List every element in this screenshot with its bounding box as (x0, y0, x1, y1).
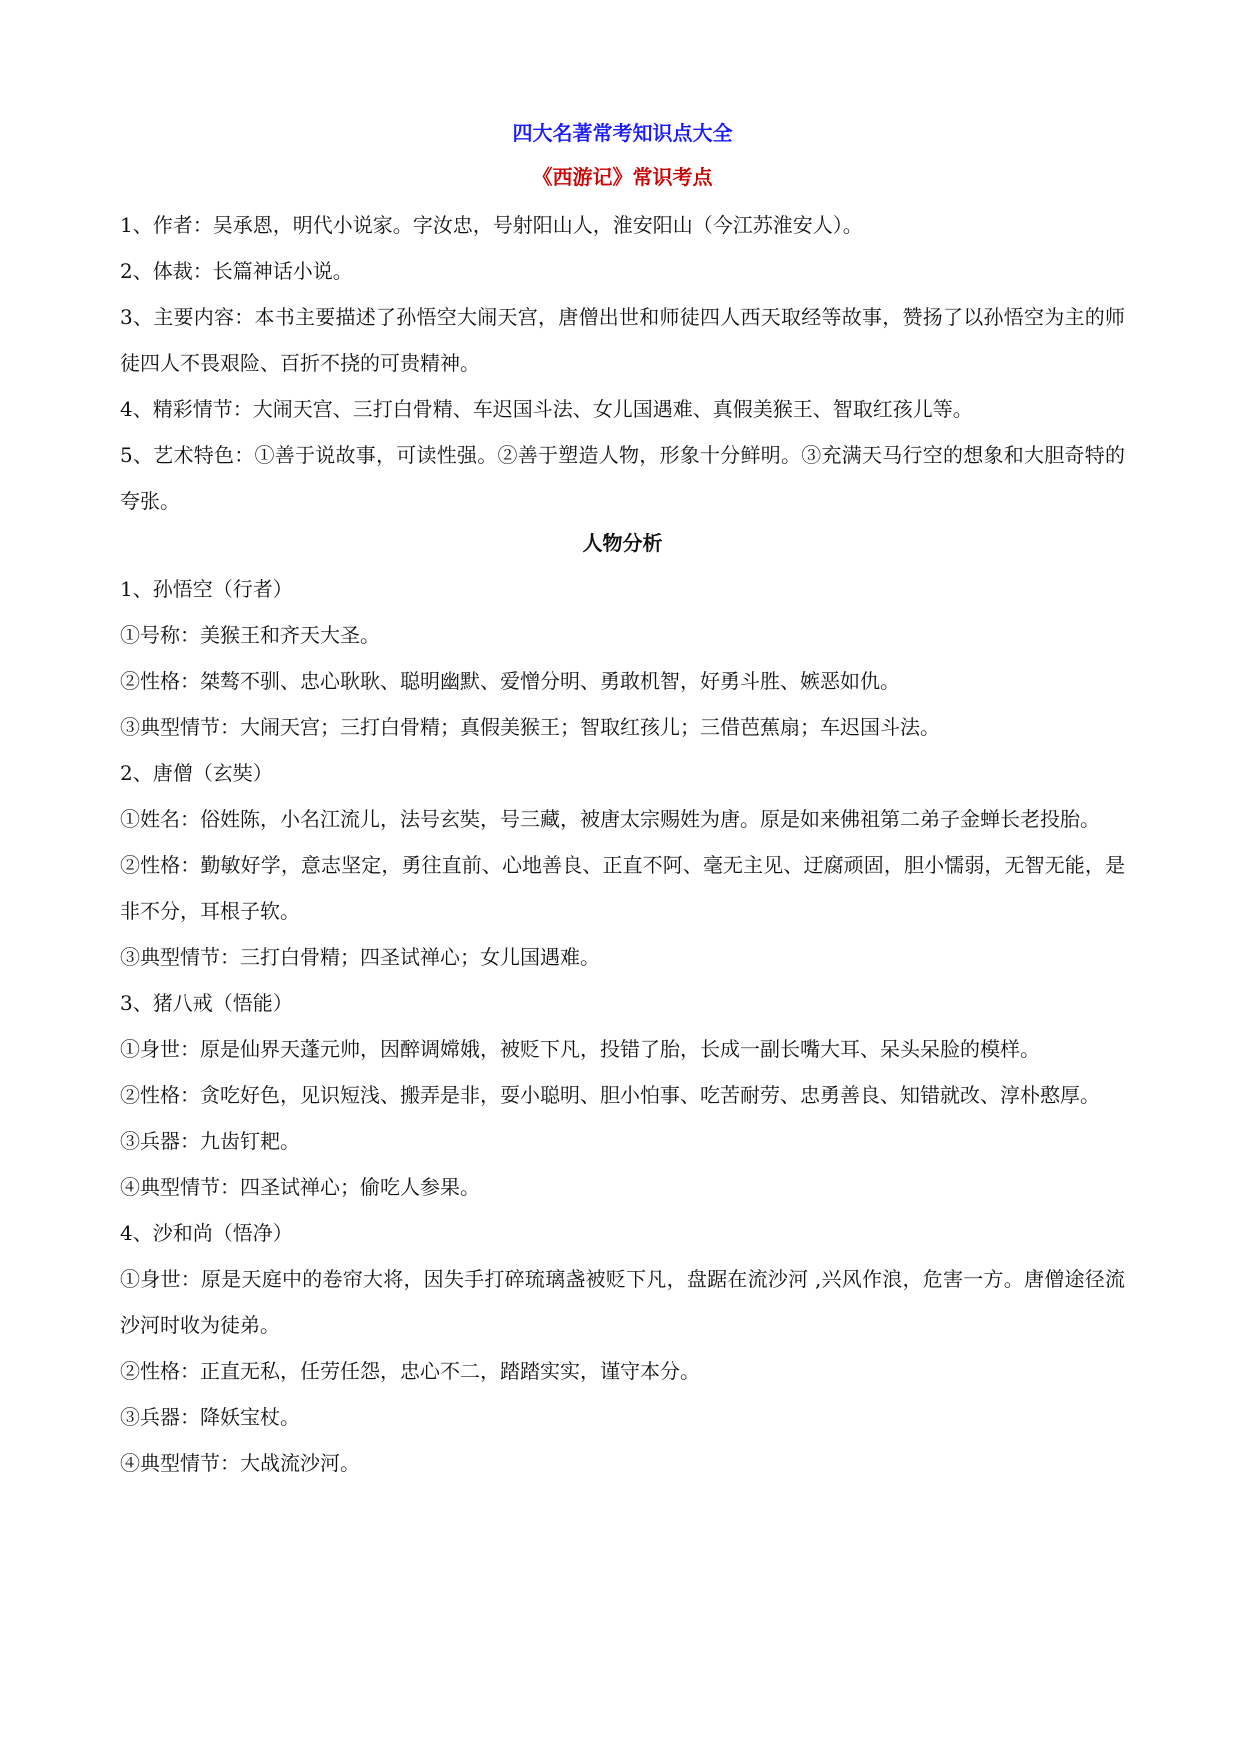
character-detail: ②性格：正直无私，任劳任怨，忠心不二，踏踏实实，谨守本分。 (120, 1359, 700, 1383)
overview-item-style: 5、艺术特色：①善于说故事，可读性强。②善于塑造人物，形象十分鲜明。③充满天马行空的想象和大胆奇特的夸张。 (120, 443, 1125, 513)
overview-item-highlights: 4、精彩情节：大闹天宫、三打白骨精、车迟国斗法、女儿国遇难、真假美猴王、智取红孩儿等。 (120, 397, 973, 421)
character-detail: ③兵器：九齿钉耙。 (120, 1129, 300, 1153)
overview-item-content: 3、主要内容：本书主要描述了孙悟空大闹天宫，唐僧出世和师徒四人西天取经等故事，赞扬了以孙悟空为主的师徒四人不畏艰险、百折不挠的可贵精神。 (120, 305, 1125, 375)
overview-item-genre: 2、体裁：长篇神话小说。 (120, 259, 353, 283)
document-content (120, 118, 1125, 1486)
character-detail: ④典型情节：大战流沙河。 (120, 1451, 360, 1475)
characters-list (120, 566, 1125, 1486)
section-title: 《西游记》常识考点 (532, 165, 713, 189)
character-detail: ①身世：原是仙界天蓬元帅，因醉调嫦娥，被贬下凡，投错了胎，长成一副长嘴大耳、呆头呆脸的模样。 (120, 1037, 1040, 1061)
character-detail: ②性格：贪吃好色，见识短浅、搬弄是非，耍小聪明、胆小怕事、吃苦耐劳、忠勇善良、知错就改、淳朴憨厚。 (120, 1083, 1100, 1107)
character-detail: ③兵器：降妖宝杖。 (120, 1405, 300, 1429)
character-heading: 3、猪八戒（悟能） (120, 991, 293, 1015)
characters-heading: 人物分析 (582, 531, 663, 555)
character-detail: ①号称：美猴王和齐天大圣。 (120, 623, 380, 647)
overview-list (120, 202, 1125, 524)
character-detail: ①身世：原是天庭中的卷帘大将，因失手打碎琉璃盏被贬下凡，盘踞在流沙河 ,兴风作浪，危害一方。唐僧途径流沙河时收为徒弟。 (120, 1267, 1125, 1337)
character-heading: 2、唐僧（玄奘） (120, 761, 273, 785)
character-heading: 1、孙悟空（行者） (120, 577, 293, 601)
document-title: 四大名著常考知识点大全 (512, 121, 733, 145)
character-detail: ④典型情节：四圣试禅心；偷吃人参果。 (120, 1175, 480, 1199)
character-detail: ②性格：勤敏好学，意志坚定，勇往直前、心地善良、正直不阿、毫无主见、迂腐顽固，胆小懦弱，无智无能，是非不分，耳根子软。 (120, 853, 1125, 923)
overview-item-author: 1、作者：吴承恩，明代小说家。字汝忠，号射阳山人，淮安阳山（今江苏淮安人）。 (120, 213, 863, 237)
character-heading: 4、沙和尚（悟净） (120, 1221, 293, 1245)
character-detail: ③典型情节：三打白骨精；四圣试禅心；女儿国遇难。 (120, 945, 600, 969)
character-detail: ③典型情节：大闹天宫；三打白骨精；真假美猴王；智取红孩儿；三借芭蕉扇；车迟国斗法。 (120, 715, 940, 739)
character-detail: ①姓名：俗姓陈，小名江流儿，法号玄奘，号三藏，被唐太宗赐姓为唐。原是如来佛祖第二弟子金蝉长老投胎。 (120, 807, 1100, 831)
character-detail: ②性格：桀骜不驯、忠心耿耿、聪明幽默、爱憎分明、勇敢机智，好勇斗胜、嫉恶如仇。 (120, 669, 900, 693)
